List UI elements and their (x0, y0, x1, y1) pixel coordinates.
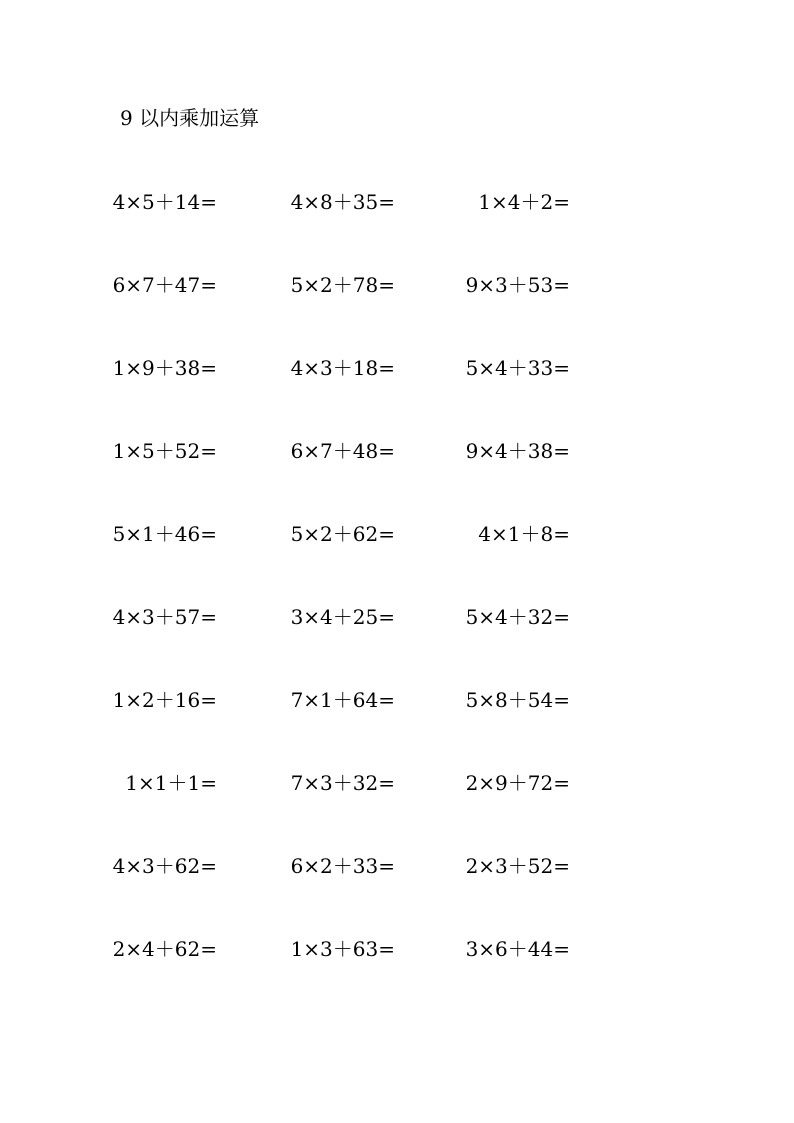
problem-r4-c1: 1×5＋52= (112, 439, 217, 463)
problem-r7-c3: 5×8＋54= (465, 688, 570, 712)
problem-r4-c3: 9×4＋38= (465, 439, 570, 463)
problem-r9-c2: 6×2＋33= (290, 854, 395, 878)
problem-r7-c1: 1×2＋16= (112, 688, 217, 712)
problem-r5-c3: 4×1＋8= (478, 522, 570, 546)
problem-r6-c3: 5×4＋32= (465, 605, 570, 629)
problem-r9-c3: 2×3＋52= (465, 854, 570, 878)
problem-r8-c3: 2×9＋72= (465, 771, 570, 795)
problem-r10-c1: 2×4＋62= (112, 937, 217, 961)
problem-r7-c2: 7×1＋64= (290, 688, 395, 712)
problem-r2-c2: 5×2＋78= (290, 273, 395, 297)
problem-r8-c1: 1×1＋1= (125, 771, 217, 795)
problem-r10-c3: 3×6＋44= (465, 937, 570, 961)
worksheet-title: 9 以内乘加运算 (120, 106, 260, 130)
problem-r10-c2: 1×3＋63= (290, 937, 395, 961)
problem-r6-c1: 4×3＋57= (112, 605, 217, 629)
problem-r8-c2: 7×3＋32= (290, 771, 395, 795)
problem-r1-c1: 4×5＋14= (112, 190, 217, 214)
problem-r2-c3: 9×3＋53= (465, 273, 570, 297)
problem-r1-c3: 1×4＋2= (478, 190, 570, 214)
problem-r3-c2: 4×3＋18= (290, 356, 395, 380)
problem-r6-c2: 3×4＋25= (290, 605, 395, 629)
problem-r4-c2: 6×7＋48= (290, 439, 395, 463)
problem-r9-c1: 4×3＋62= (112, 854, 217, 878)
problem-r5-c1: 5×1＋46= (112, 522, 217, 546)
problem-r3-c3: 5×4＋33= (465, 356, 570, 380)
problem-r1-c2: 4×8＋35= (290, 190, 395, 214)
problem-r5-c2: 5×2＋62= (290, 522, 395, 546)
problem-r2-c1: 6×7＋47= (112, 273, 217, 297)
problem-r3-c1: 1×9＋38= (112, 356, 217, 380)
